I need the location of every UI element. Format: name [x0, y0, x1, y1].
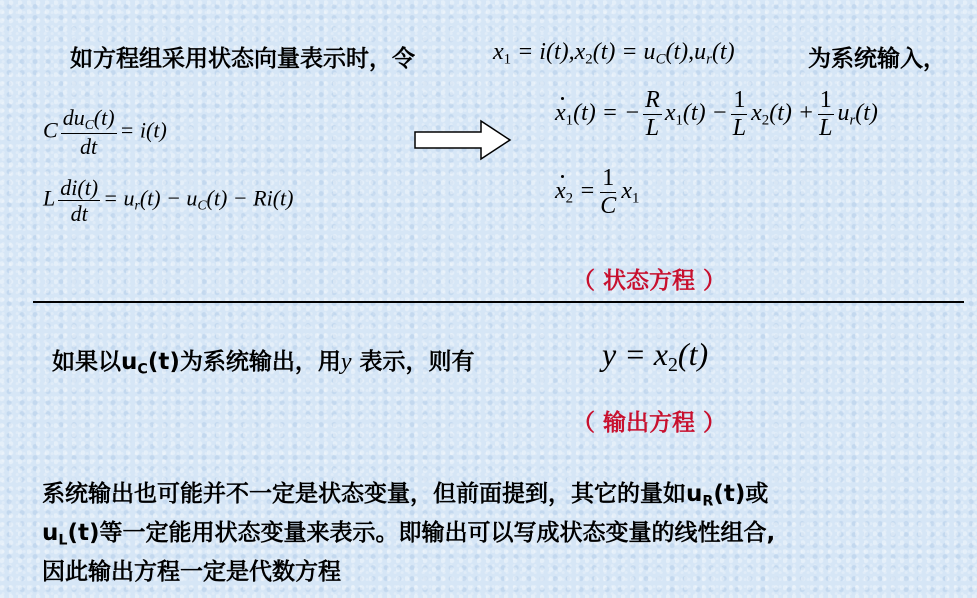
output-equation: $y = x_2(t)$	[602, 336, 709, 376]
output-intro-text: 如果以$u_C(t)$为系统输出，用y 表示，则有	[52, 349, 475, 378]
state-equation-1: $x_1(t)$ = − $\frac{R}{L}$ $x_1(t)$ − $\frac{1}{L}$ $x_2(t)$ + $\frac{1}{L}$ $u_r(t)$	[555, 87, 878, 142]
paragraph-line-2: $u_L(t)$等一定能用状态变量来表示。即输出可以写成状态变量的线性组合,	[42, 520, 776, 549]
capacitor-equation: C $\frac{du_C(t)}{dt}$ = i(t)	[43, 105, 167, 160]
intro-text: 如方程组采用状态向量表示时，令	[70, 46, 415, 72]
hollow-right-arrow-icon	[413, 118, 513, 162]
output-equation-label: （ 输出方程 ）	[572, 410, 727, 436]
divider-line	[33, 301, 964, 303]
state-equation-label: （ 状态方程 ）	[572, 268, 727, 294]
intro-suffix: 为系统输入，	[808, 46, 946, 72]
state-equation-2: $x_2$ = $\frac{1}{C}$ $x_1$	[555, 165, 640, 220]
inductor-equation: L $\frac{di(t)}{dt}$ = $u_r(t) - u_C(t) - Ri(t)$	[43, 175, 294, 227]
paragraph-line-3: 因此输出方程一定是代数方程	[42, 559, 341, 585]
paragraph-line-1: 系统输出也可能并不一定是状态变量，但前面提到，其它的量如$u_R(t)$或	[42, 481, 769, 510]
state-variable-definition: $x_1 = i(t),x_2(t) = u_C(t),u_r(t)$	[493, 39, 735, 68]
